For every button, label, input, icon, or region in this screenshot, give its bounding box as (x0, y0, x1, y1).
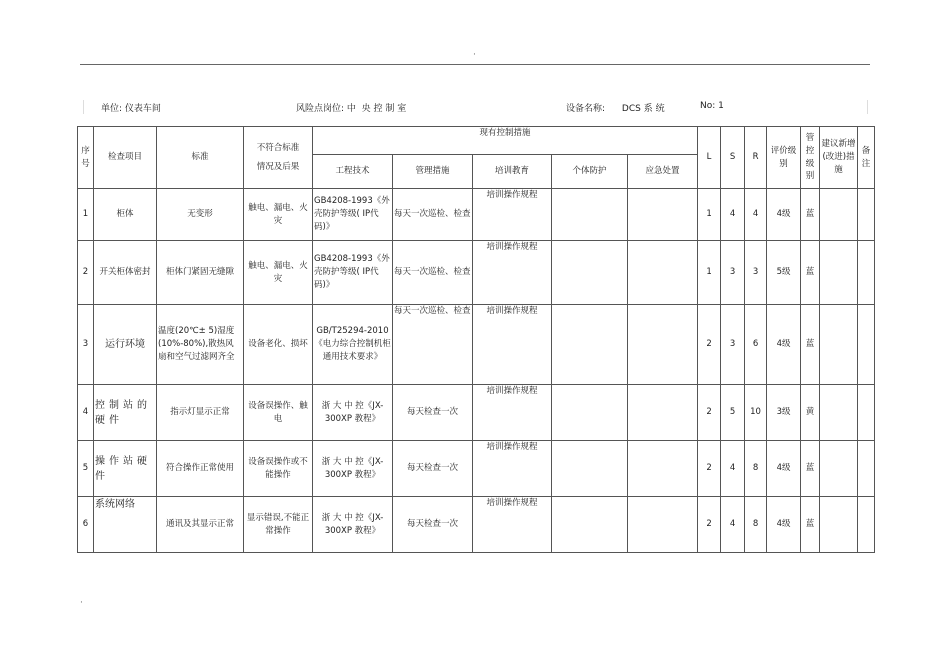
header-row-1 (78, 127, 875, 155)
row-personal (552, 241, 628, 305)
row-nonconform: 设备误操作、触电 (244, 385, 313, 441)
row-remark (858, 189, 875, 241)
row-standard: 通讯及其显示正常 (157, 497, 244, 553)
row-training: 培训操作规程 (473, 241, 552, 305)
row-rating: 4级 (767, 441, 801, 497)
row-management: 每天检查一次 (393, 497, 473, 553)
row-emergency (628, 305, 698, 385)
row-engineering: GB/T25294-2010《电力综合控制机柜通用技术要求》 (313, 305, 393, 385)
row-engineering: 浙 大 中 控《JX-300XP 教程》 (313, 497, 393, 553)
row-training: 培训操作规程 (473, 305, 552, 385)
row-seq: 3 (78, 305, 94, 385)
row-personal (552, 497, 628, 553)
unit-label: 单位: (101, 104, 123, 114)
row-seq: 5 (78, 441, 94, 497)
row-remark (858, 385, 875, 441)
row-remark (858, 497, 875, 553)
row-rating: 4级 (767, 189, 801, 241)
col-control-level: 管控级别 (801, 127, 820, 189)
row-suggest (820, 189, 858, 241)
bottom-dot: · (80, 598, 83, 608)
row-management: 每天一次巡检、检查 (393, 189, 473, 241)
col-L: L (698, 127, 721, 189)
row-suggest (820, 385, 858, 441)
row-training: 培训操作规程 (473, 385, 552, 441)
row-L: 1 (698, 241, 721, 305)
no-value: 1 (718, 101, 724, 111)
no-label: No: (700, 101, 716, 111)
row-seq: 2 (78, 241, 94, 305)
top-dot: · (473, 50, 476, 60)
info-left-border (83, 100, 84, 114)
col-controls: 现有控制措施 (313, 127, 698, 155)
row-management: 每天检查一次 (393, 441, 473, 497)
row-S: 3 (721, 305, 745, 385)
row-emergency (628, 189, 698, 241)
row-standard: 符合操作正常使用 (157, 441, 244, 497)
row-S: 5 (721, 385, 745, 441)
col-nonconform (244, 127, 313, 189)
col-engineering: 工程技术 (313, 155, 393, 189)
row-R: 3 (745, 241, 767, 305)
row-emergency (628, 497, 698, 553)
row-suggest (820, 241, 858, 305)
row-nonconform: 设备老化、损坏 (244, 305, 313, 385)
device-label: 设备名称: (566, 104, 606, 114)
top-rule (80, 64, 870, 65)
number-info (700, 101, 724, 111)
post-label: 风险点岗位: (296, 104, 345, 114)
row-R: 4 (745, 189, 767, 241)
col-management: 管理措施 (393, 155, 473, 189)
post-value: 中 央 控 制 室 (346, 104, 407, 114)
row-control: 蓝 (801, 241, 820, 305)
col-remark: 备注 (858, 127, 875, 189)
row-remark (858, 441, 875, 497)
col-seq: 序号 (78, 127, 94, 189)
col-emergency: 应急处置 (628, 155, 698, 189)
row-item: 操作站硬件 (94, 441, 157, 497)
row-nonconform: 设备误操作或不能操作 (244, 441, 313, 497)
row-control: 蓝 (801, 189, 820, 241)
row-L: 2 (698, 385, 721, 441)
row-emergency (628, 441, 698, 497)
row-control: 蓝 (801, 305, 820, 385)
row-L: 1 (698, 189, 721, 241)
row-management: 每天检查一次 (393, 385, 473, 441)
col-training: 培训教育 (473, 155, 552, 189)
row-rating: 4级 (767, 497, 801, 553)
row-S: 4 (721, 189, 745, 241)
row-rating: 4级 (767, 305, 801, 385)
row-rating: 5级 (767, 241, 801, 305)
row-control: 蓝 (801, 497, 820, 553)
row-L: 2 (698, 441, 721, 497)
row-R: 10 (745, 385, 767, 441)
row-nonconform: 显示错误,不能正常操作 (244, 497, 313, 553)
row-training: 培训操作规程 (473, 441, 552, 497)
table-row (78, 385, 875, 441)
row-emergency (628, 385, 698, 441)
device-info (566, 101, 665, 114)
unit-value: 仪表车间 (124, 104, 161, 114)
row-seq: 4 (78, 385, 94, 441)
row-item: 柜体 (94, 189, 157, 241)
row-management: 每天一次巡检、检查 (393, 241, 473, 305)
row-rating: 3级 (767, 385, 801, 441)
unit-info (101, 101, 161, 114)
row-L: 2 (698, 497, 721, 553)
col-suggest: 建议新增(改进)措施 (820, 127, 858, 189)
row-personal (552, 305, 628, 385)
table-row (78, 241, 875, 305)
row-suggest (820, 305, 858, 385)
row-item: 运行环境 (94, 305, 157, 385)
row-engineering: GB4208-1993《外壳防护等级( IP代码)》 (313, 189, 393, 241)
table-row (78, 189, 875, 241)
row-management: 每天一次巡检、检查 (393, 305, 473, 385)
row-suggest (820, 497, 858, 553)
row-remark (858, 305, 875, 385)
row-item: 开关柜体密封 (94, 241, 157, 305)
row-control: 黄 (801, 385, 820, 441)
row-emergency (628, 241, 698, 305)
row-item: 系统网络 (94, 497, 157, 553)
row-personal (552, 189, 628, 241)
col-nonconform-line2: 情况及后果 (256, 161, 300, 172)
row-standard: 柜体门紧固无缝隙 (157, 241, 244, 305)
col-R: R (745, 127, 767, 189)
row-engineering: GB4208-1993《外壳防护等级( IP代码)》 (313, 241, 393, 305)
row-engineering: 浙 大 中 控《JX-300XP 教程》 (313, 441, 393, 497)
col-nonconform-line1: 不符合标准 (256, 142, 300, 153)
row-S: 4 (721, 441, 745, 497)
row-personal (552, 441, 628, 497)
row-training: 培训操作规程 (473, 497, 552, 553)
row-R: 8 (745, 497, 767, 553)
table-row (78, 305, 875, 385)
col-standard: 标准 (157, 127, 244, 189)
row-engineering: 浙 大 中 控《JX-300XP 教程》 (313, 385, 393, 441)
row-item: 控制站的硬件 (94, 385, 157, 441)
row-R: 8 (745, 441, 767, 497)
row-nonconform: 触电、漏电、火灾 (244, 241, 313, 305)
row-S: 4 (721, 497, 745, 553)
table-row (78, 497, 875, 553)
row-seq: 1 (78, 189, 94, 241)
col-S: S (721, 127, 745, 189)
row-R: 6 (745, 305, 767, 385)
post-info (296, 101, 406, 114)
col-item: 检查项目 (94, 127, 157, 189)
risk-table (77, 126, 875, 553)
row-S: 3 (721, 241, 745, 305)
device-value: DCS 系 统 (621, 104, 665, 114)
row-personal (552, 385, 628, 441)
row-seq: 6 (78, 497, 94, 553)
table-row (78, 441, 875, 497)
col-rating: 评价级别 (767, 127, 801, 189)
row-remark (858, 241, 875, 305)
row-control: 蓝 (801, 441, 820, 497)
row-L: 2 (698, 305, 721, 385)
row-nonconform: 触电、漏电、火灾 (244, 189, 313, 241)
row-training: 培训操作规程 (473, 189, 552, 241)
row-standard: 指示灯显示正常 (157, 385, 244, 441)
row-standard: 无变形 (157, 189, 244, 241)
col-personal: 个体防护 (552, 155, 628, 189)
info-right-border (867, 100, 868, 114)
row-suggest (820, 441, 858, 497)
row-standard: 温度(20℃± 5)湿度(10%-80%),散热风扇和空气过滤网齐全 (157, 305, 244, 385)
